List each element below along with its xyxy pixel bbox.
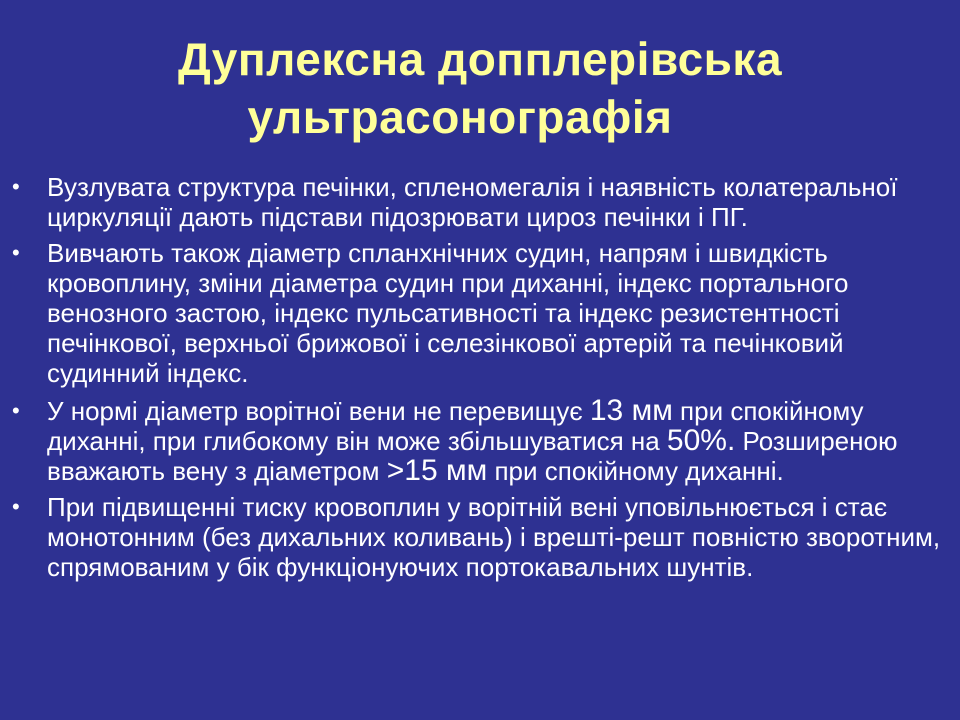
bullet-text-part: при спокійному диханні. <box>487 456 784 486</box>
bullet-text-part: при спокійному диханні, при глибокому він може збільшуватися на <box>47 396 864 456</box>
bullet-text: Вивчають також діаметр спланхнічних судин, напрям і швидкість кровоплину, зміни діаметра судин при диханні, індекс портального венозного застою, індекс пульсативності та індекс резистентності печінкової, верхньої брижової і селезінкової артерій та печінковий судинний індекс. <box>47 238 849 388</box>
bullet-text: При підвищенні тиску кровоплин у ворітній вені уповільнюється і стає монотонним (без дихальних коливань) і врешті-решт повністю зворотним, спрямованим у бік функціонуючих портокавальних шунтів. <box>47 492 941 582</box>
bullet-dot-icon: • <box>12 398 20 423</box>
bullet-text-part: У нормі діаметр ворітної вени не перевищує <box>47 396 590 426</box>
bullet-item <box>0 396 960 486</box>
slide-title-line-1: Дуплексна допплерівська <box>177 33 783 85</box>
bullet-list <box>0 172 960 582</box>
bullet-dot-icon: • <box>12 494 20 519</box>
bullet-item <box>0 238 960 388</box>
slide-title-line-2: ультрасонографія <box>247 91 673 143</box>
bullet-dot-icon: • <box>12 174 20 199</box>
slide-title <box>40 30 920 146</box>
bullet-dot-icon: • <box>12 240 20 265</box>
increase-percent-value: 50%. <box>666 424 736 457</box>
bullet-text-part: Розширеною вважають вену з діаметром <box>47 426 898 486</box>
normal-diameter-value: 13 мм <box>589 394 673 427</box>
bullet-item <box>0 492 960 582</box>
dilated-diameter-value: >15 мм <box>386 454 488 487</box>
bullet-item <box>0 172 960 232</box>
bullet-text: Вузлувата структура печінки, спленомегалія і наявність колатеральної циркуляції дають підстави підозрювати цироз печінки і ПГ. <box>47 172 898 232</box>
